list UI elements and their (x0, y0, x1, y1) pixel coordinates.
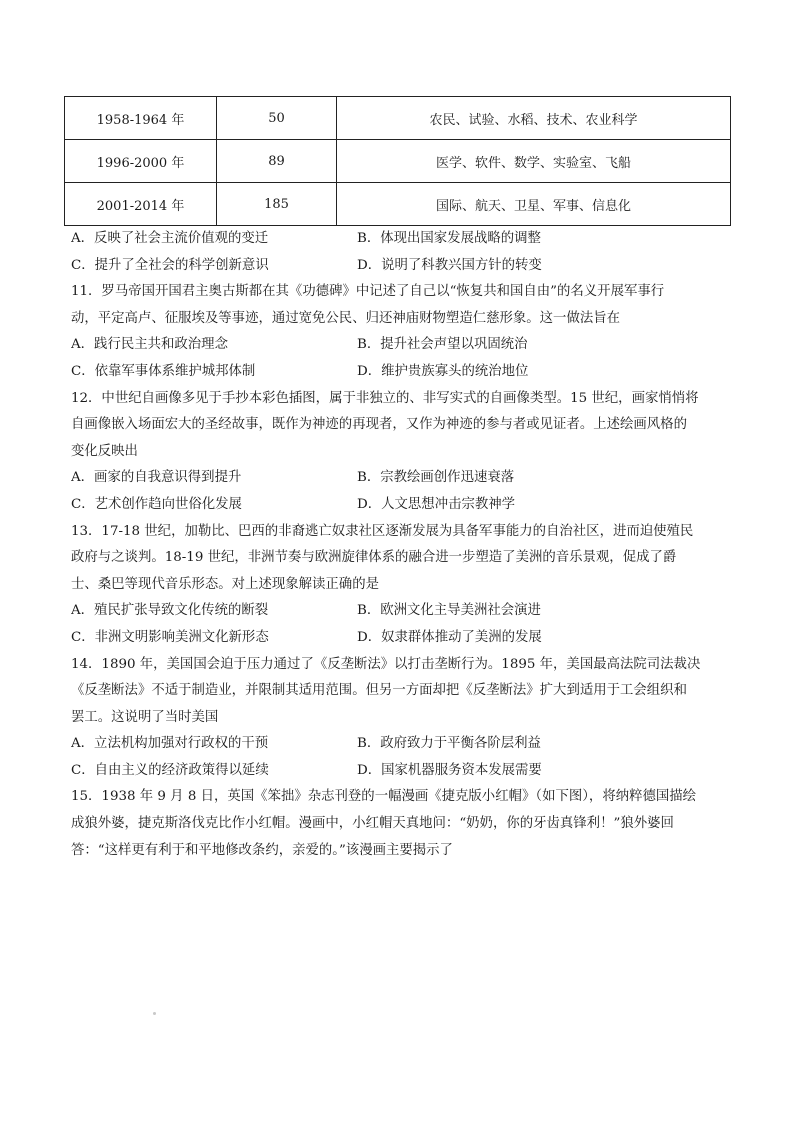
q13-options-row-2 (71, 625, 731, 652)
table-row (65, 183, 731, 226)
q13-stem-line: 政府与之谈判。18-19 世纪，非洲节奏与欧洲旋律体系的融合进一步塑造了美洲的音乐景观，促成了爵 (71, 550, 677, 566)
q14-stem-line: 《反垄断法》不适于制造业，并限制其适用范围。但另一方面却把《反垄断法》扩大到适用于工会组织和 (71, 683, 687, 699)
q12-options-row-2 (71, 492, 731, 519)
q10-option-a[interactable]: A．反映了社会主流价值观的变迁 (71, 231, 269, 246)
q12-option-b[interactable]: B．宗教绘画创作迅速衰落 (357, 470, 515, 486)
q10-options-row-2 (71, 253, 731, 280)
q11-stem-line: 动，平定高卢、征服埃及等事迹，通过宽免公民、归还神庙财物塑造仁慈形象。这一做法旨在 (71, 310, 621, 326)
period-cell: 1996-2000 年 (65, 140, 217, 183)
period-cell: 1958-1964 年 (65, 97, 217, 140)
q10-option-c[interactable]: C．提升了全社会的科学创新意识 (71, 257, 269, 273)
q11-options-row-1 (71, 332, 731, 359)
q10-options-row-1 (71, 226, 731, 253)
q12-stem-line: 12．中世纪自画像多见于手抄本彩色插图，属于非独立的、非写实式的自画像类型。15 世纪，画家悄悄将 (71, 390, 699, 406)
count-cell: 185 (217, 183, 337, 226)
q11-options-row-2 (71, 359, 731, 386)
keywords-cell: 农民、试验、水稻、技术、农业科学 (337, 97, 731, 140)
q13-stem-line: 士、桑巴等现代音乐形态。对上述现象解读正确的是 (71, 576, 379, 592)
q14-options-row-1 (71, 731, 731, 758)
question-body (71, 226, 731, 864)
q15-stem-line: 答：“这样更有利于和平地修改条约，亲爱的。”该漫画主要揭示了 (71, 842, 453, 858)
count-cell: 50 (217, 97, 337, 140)
q12-option-c[interactable]: C．艺术创作趋向世俗化发展 (71, 496, 242, 512)
q12-stem-line: 变化反映出 (71, 443, 138, 459)
q11-option-b[interactable]: B．提升社会声望以巩固统治 (357, 337, 528, 353)
q14-stem-line: 罢工。这说明了当时美国 (71, 709, 219, 725)
q15-stem-line: 成狼外婆，捷克斯洛伐克比作小红帽。漫画中，小红帽天真地问：“奶奶，你的牙齿真锋利！”狼外婆回 (71, 816, 674, 832)
q13-option-a[interactable]: A．殖民扩张导致文化传统的断裂 (71, 603, 269, 619)
q14-option-d[interactable]: D．国家机器服务资本发展需要 (357, 762, 542, 778)
q13-option-b[interactable]: B．欧洲文化主导美洲社会演进 (357, 603, 541, 619)
q12-options-row-1 (71, 465, 731, 492)
q11-stem-line: 11．罗马帝国开国君主奥古斯都在其《功德碑》中记述了自己以“恢复共和国自由”的名义开展军事行 (71, 284, 665, 300)
q11-option-c[interactable]: C．依靠军事体系维护城邦体制 (71, 363, 256, 379)
data-table (64, 96, 731, 226)
keywords-cell: 国际、航天、卫星、军事、信息化 (337, 183, 731, 226)
q14-options-row-2 (71, 758, 731, 785)
q12-stem-line: 自画像嵌入场面宏大的圣经故事，既作为神迹的再现者，又作为神迹的参与者或见证者。上述绘画风格的 (71, 417, 687, 433)
keywords-cell: 医学、软件、数学、实验室、飞船 (337, 140, 731, 183)
q12-option-d[interactable]: D．人文思想冲击宗教神学 (357, 496, 516, 512)
q14-option-b[interactable]: B．政府致力于平衡各阶层利益 (357, 736, 541, 752)
q14-stem-line: 14．1890 年，美国国会迫于压力通过了《反垄断法》以打击垄断行为。1895 年，美国最高法院司法裁决 (71, 656, 701, 672)
q10-option-b[interactable]: B．体现出国家发展战略的调整 (357, 231, 541, 246)
speck-mark (153, 1012, 156, 1015)
table-row (65, 97, 731, 140)
q12-option-a[interactable]: A．画家的自我意识得到提升 (71, 470, 242, 486)
period-cell: 2001-2014 年 (65, 183, 217, 226)
q14-option-a[interactable]: A．立法机构加强对行政权的干预 (71, 736, 269, 752)
count-cell: 89 (217, 140, 337, 183)
q10-option-d[interactable]: D．说明了科教兴国方针的转变 (357, 257, 542, 273)
q13-option-c[interactable]: C．非洲文明影响美洲文化新形态 (71, 629, 269, 645)
q13-option-d[interactable]: D．奴隶群体推动了美洲的发展 (357, 629, 542, 645)
q15-stem-line: 15．1938 年 9 月 8 日，英国《笨拙》杂志刊登的一幅漫画《捷克版小红帽》（如下图），将纳粹德国描绘 (71, 789, 697, 805)
q14-option-c[interactable]: C．自由主义的经济政策得以延续 (71, 762, 269, 778)
q13-options-row-1 (71, 598, 731, 625)
table-row (65, 140, 731, 183)
q11-option-a[interactable]: A．践行民主共和政治理念 (71, 337, 228, 353)
q11-option-d[interactable]: D．维护贵族寡头的统治地位 (357, 363, 529, 379)
q13-stem-line: 13．17-18 世纪，加勒比、巴西的非裔逃亡奴隶社区逐渐发展为具备军事能力的自治社区，进而迫使殖民 (71, 523, 694, 539)
